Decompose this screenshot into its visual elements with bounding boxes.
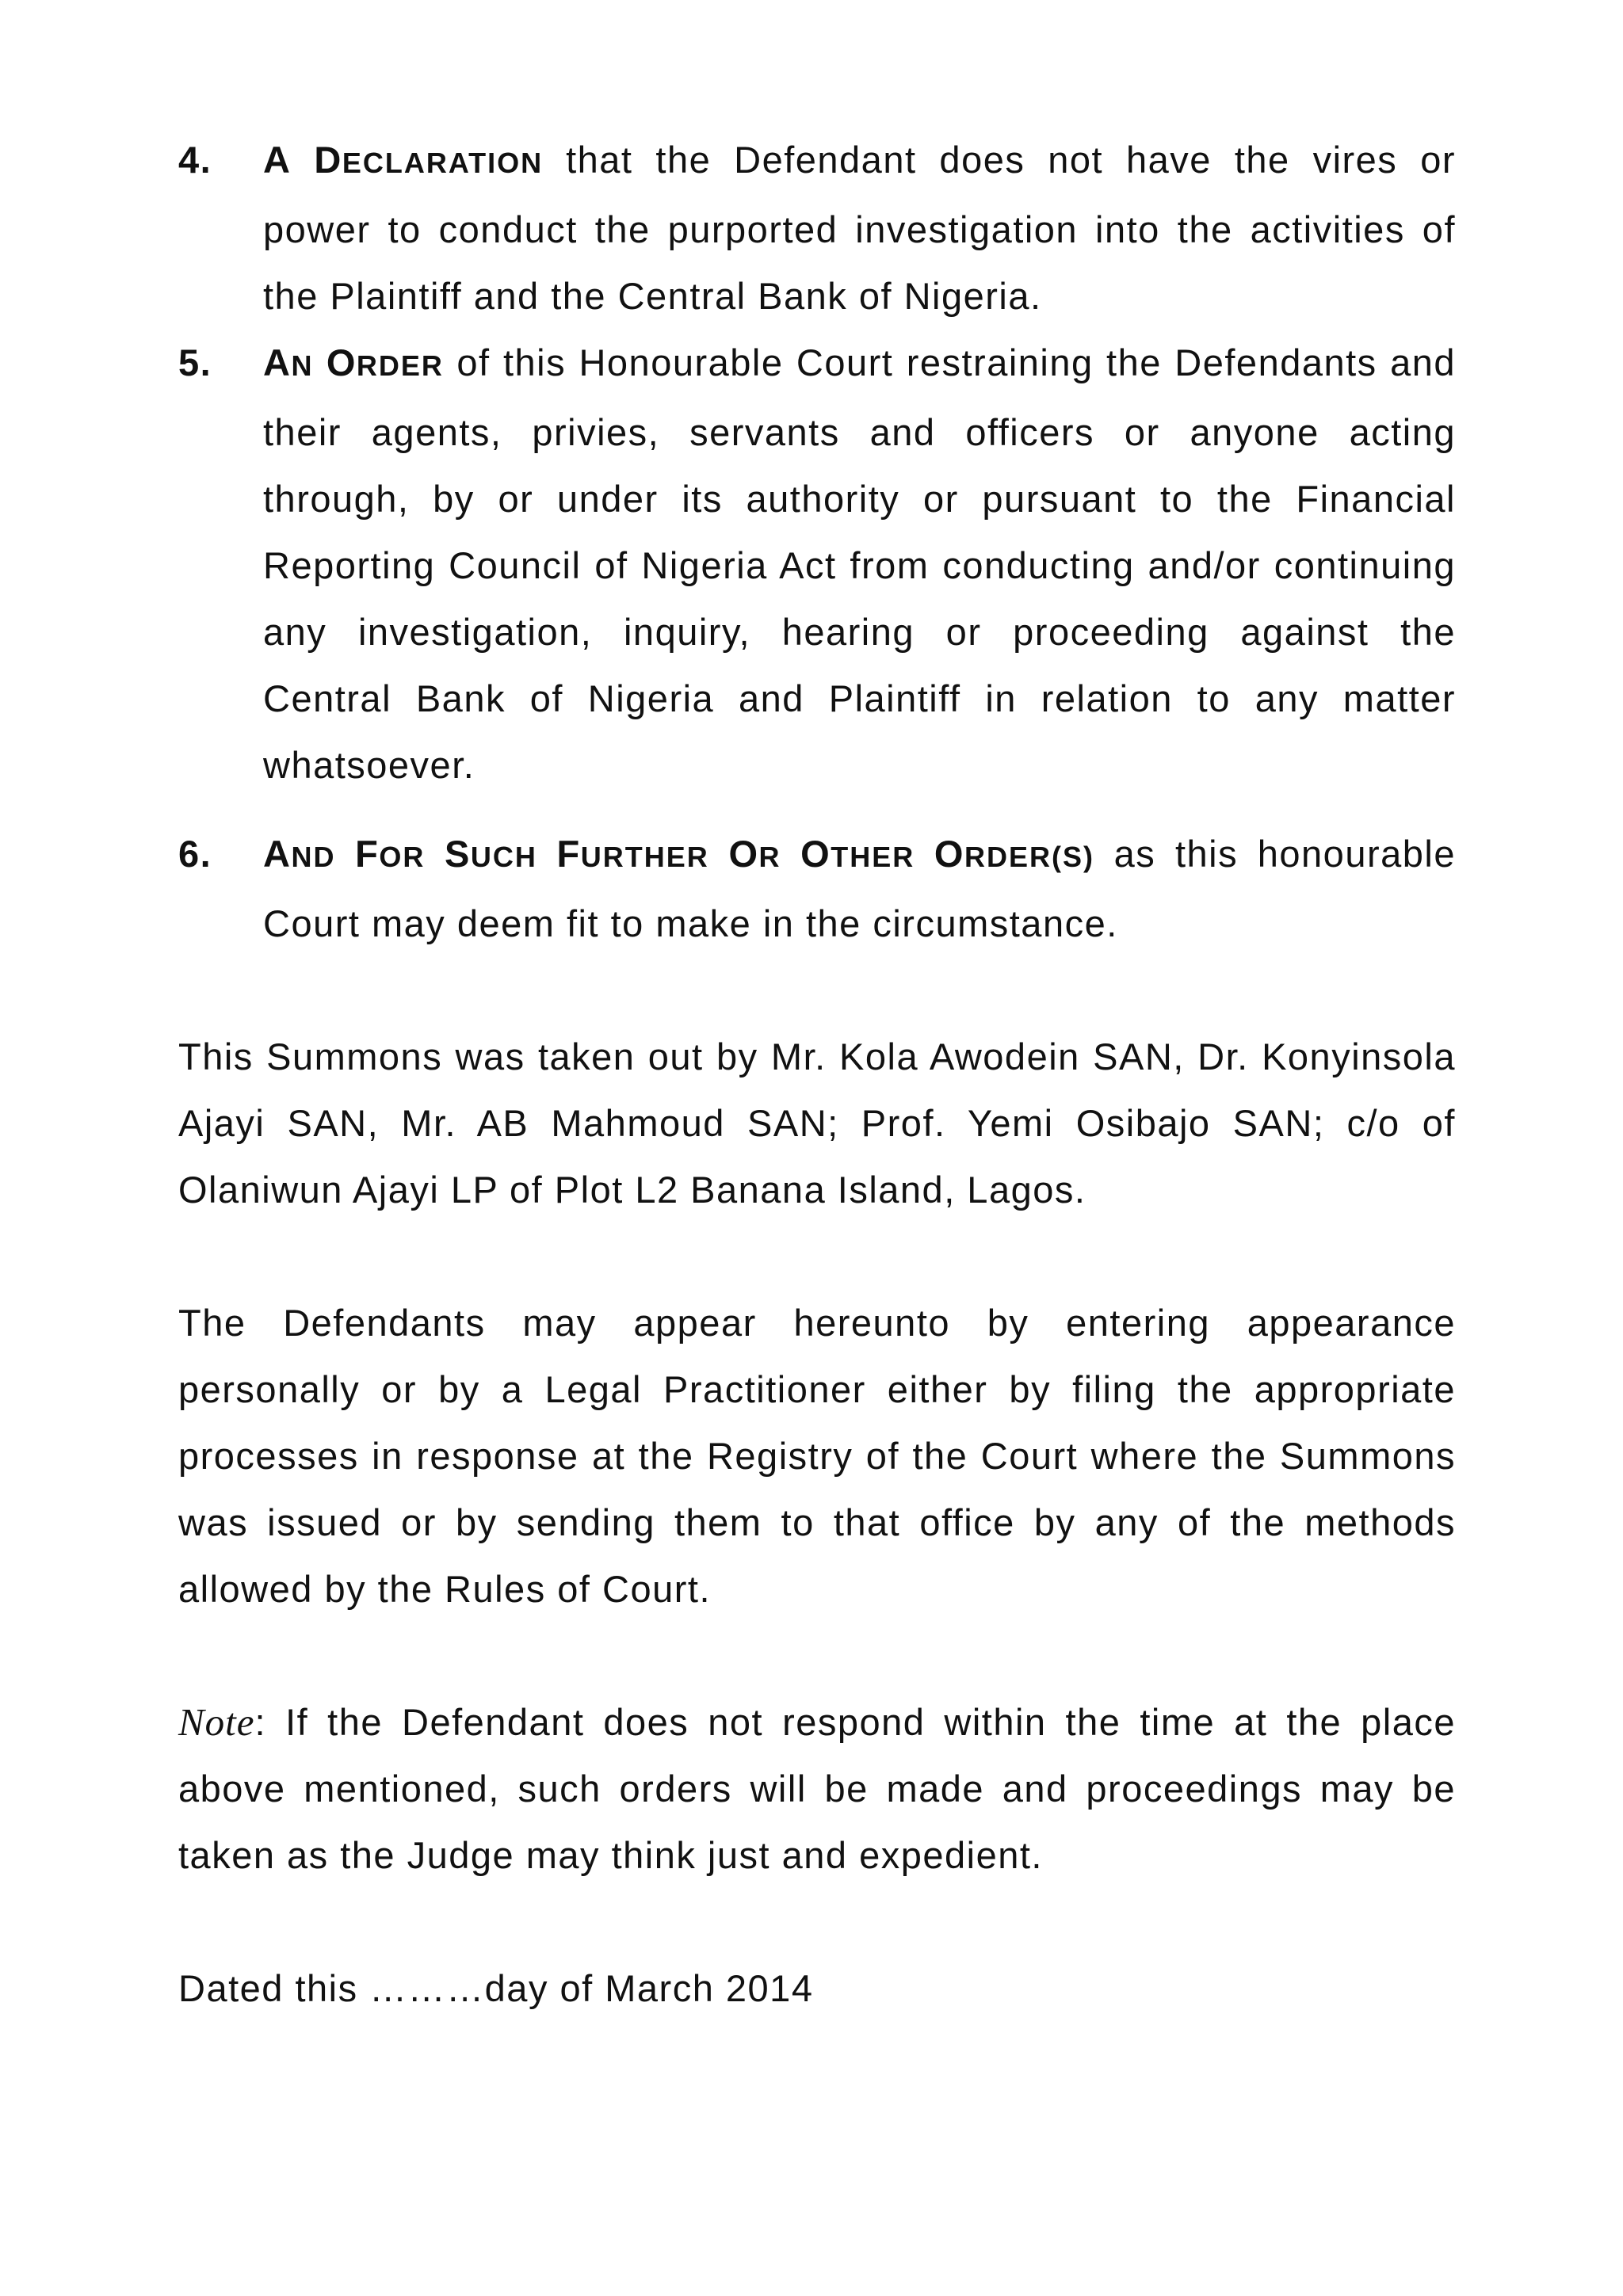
lead-initial: A bbox=[263, 833, 292, 875]
spacer bbox=[178, 1889, 1456, 1955]
lead-rest: URTHER bbox=[580, 841, 709, 873]
item-number: 5. bbox=[178, 341, 212, 383]
lead-initial: O bbox=[728, 833, 759, 875]
lead-initial: O bbox=[800, 833, 831, 875]
lead-rest: ECLARATION bbox=[342, 147, 544, 179]
item-text: of this Honourable Court restraining the Defendants and their agents, privies, servants and officers or anyone acting through, by or under its authority or pursuant to the Financial Reporting Council of Nigeria Act from conducting and/or continuing any investigation, inquiry, hearing or proceeding against the Central Bank of Nigeria and Plaintiff in relation to any matter whatsoever. bbox=[263, 341, 1456, 786]
lead-initial: F bbox=[355, 833, 380, 875]
lead-rest: N bbox=[291, 349, 314, 382]
lead-rest: OR bbox=[379, 841, 426, 873]
item-number: 6. bbox=[178, 833, 212, 875]
item-number: 4. bbox=[178, 139, 212, 181]
note-label: Note bbox=[178, 1700, 255, 1744]
lead-rest: RDER(S) bbox=[964, 841, 1094, 873]
list-item bbox=[178, 821, 1456, 957]
note-text: : If the Defendant does not respond within the time at the place above mentioned, such orders will be made and proceedings may be taken as the Judge may think just and expedient. bbox=[178, 1701, 1456, 1876]
lead-rest: THER bbox=[831, 841, 915, 873]
list-item bbox=[178, 330, 1456, 799]
summons-paragraph: This Summons was taken out by Mr. Kola Awodein SAN, Dr. Konyinsola Ajayi SAN, Mr. AB Mahmoud SAN; Prof. Yemi Osibajo SAN; c/o of Olaniwun Ajayi LP of Plot L2 Banana Island, Lagos. bbox=[178, 1035, 1456, 1211]
spacer bbox=[178, 799, 1456, 821]
lead-rest: ND bbox=[291, 841, 336, 873]
spacer bbox=[178, 1623, 1456, 1689]
lead-rest: RDER bbox=[356, 349, 444, 382]
item-text: as this honourable Court may deem fit to make in the circumstance. bbox=[263, 833, 1456, 944]
lead-initial: A bbox=[263, 341, 292, 383]
item-text: that the Defendant does not have the vires or power to conduct the purported investigation into the activities of the Plaintiff and the Central Bank of Nigeria. bbox=[263, 139, 1457, 317]
spacer bbox=[178, 957, 1456, 1024]
appearance-paragraph: The Defendants may appear hereunto by entering appearance personally or by a Legal Practitioner either by filing the appropriate processes in response at the Registry of the Court where the Summons was issued or by sending them to that office by any of the methods allowed by the Rules of Court. bbox=[178, 1302, 1456, 1610]
list-item bbox=[178, 127, 1456, 330]
lead-initial: O bbox=[934, 833, 964, 875]
document-body bbox=[178, 127, 1456, 2022]
lead-initial: S bbox=[445, 833, 471, 875]
note-paragraph bbox=[178, 1689, 1456, 1889]
lead-initial: D bbox=[314, 139, 342, 181]
lead-initial: O bbox=[326, 341, 357, 383]
lead-rest: R bbox=[758, 841, 781, 873]
dated-line: Dated this ………day of March 2014 bbox=[178, 1967, 814, 2009]
lead-rest: UCH bbox=[470, 841, 537, 873]
spacer bbox=[178, 1223, 1456, 1290]
lead-initial: A bbox=[263, 139, 292, 181]
lead-initial: F bbox=[556, 833, 581, 875]
